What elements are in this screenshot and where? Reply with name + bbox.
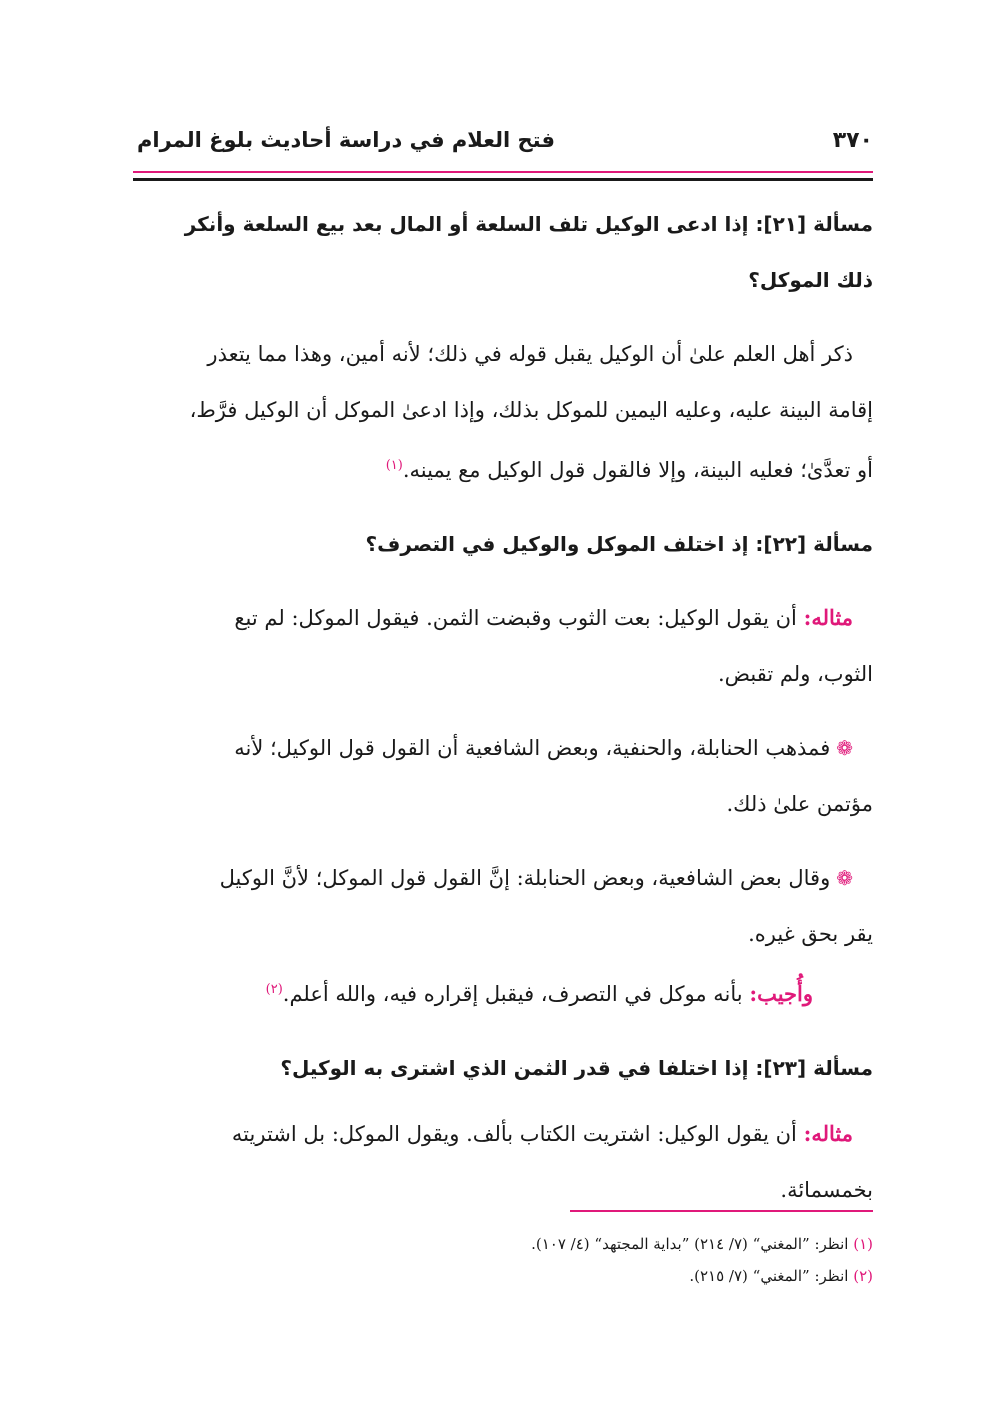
flower-icon: ❁ [836, 866, 853, 890]
bullet-shafii-cont: يقر بحق غيره. [748, 922, 873, 946]
example-text: أن يقول الوكيل: بعت الثوب وقبضت الثمن. فيقول الموكل: لم تبع [234, 606, 797, 630]
footnote-text: انظر: ”المغني“ (٧/ ٢١٤) ”بداية المجتهد“ (٤/ ١٠٧). [531, 1235, 849, 1253]
page-number: ٣٧٠ [832, 128, 873, 153]
issue-21-paragraph-text: أو تعدَّىٰ؛ فعليه البينة، وإلا فالقول قول الوكيل مع يمينه. [402, 458, 873, 482]
answer-label: وأُجيب: [749, 981, 813, 1006]
running-header [133, 128, 873, 168]
issue-23-title: مسألة [٢٣]: إذا اختلفا في قدر الثمن الذي اشترى به الوكيل؟ [280, 1056, 873, 1080]
footnote-2 [133, 1260, 873, 1292]
bullet-hanbali [133, 720, 873, 776]
book-page [133, 0, 873, 1418]
issue-21-title-cont: ذلك الموكل؟ [748, 268, 873, 292]
bullet-shafii [133, 850, 873, 906]
footnote-number: (٢) [853, 1267, 873, 1285]
footnote-separator [570, 1210, 873, 1212]
header-rule-black [133, 178, 873, 181]
footnote-text: انظر: ”المغني“ (٧/ ٢١٥). [689, 1267, 849, 1285]
bullet-text: وقال بعض الشافعية، وبعض الحنابلة: إنَّ القول قول الموكل؛ لأنَّ الوكيل [219, 866, 831, 890]
issue-21-title: مسألة [٢١]: إذا ادعى الوكيل تلف السلعة أو المال بعد بيع السلعة وأنكر [184, 212, 873, 236]
issue-23-example-cont: بخمسمائة. [780, 1178, 873, 1202]
footnotes [133, 1228, 873, 1292]
issue-21-paragraph-end [133, 438, 873, 498]
issue-23-example [133, 1106, 873, 1162]
footnote-ref-2[interactable]: (٢) [265, 982, 283, 997]
footnote-ref-1[interactable]: (١) [385, 458, 403, 473]
issue-22-example-cont: الثوب، ولم تقبض. [717, 662, 873, 686]
issue-21-paragraph-cont: إقامة البينة عليه، وعليه اليمين للموكل بذلك، وإذا ادعىٰ الموكل أن الوكيل فرَّط، [189, 398, 873, 422]
answer-text: بأنه موكل في التصرف، فيقبل إقراره فيه، والله أعلم. [282, 982, 743, 1006]
example-label: مثاله: [803, 605, 853, 630]
issue-21-paragraph: ذكر أهل العلم علىٰ أن الوكيل يقبل قوله في ذلك؛ لأنه أمين، وهذا مما يتعذر [207, 342, 853, 366]
book-title: فتح العلام في دراسة أحاديث بلوغ المرام [137, 128, 555, 152]
footnote-1 [133, 1228, 873, 1260]
page-body [133, 196, 873, 1218]
bullet-hanbali-cont: مؤتمن علىٰ ذلك. [726, 792, 873, 816]
example-label: مثاله: [803, 1121, 853, 1146]
example-text: أن يقول الوكيل: اشتريت الكتاب بألف. ويقول الموكل: بل اشتريته [231, 1122, 797, 1146]
bullet-text: فمذهب الحنابلة، والحنفية، وبعض الشافعية أن القول قول الوكيل؛ لأنه [234, 736, 831, 760]
header-rule-pink [133, 171, 873, 173]
flower-icon: ❁ [836, 736, 853, 760]
issue-22-example [133, 590, 873, 646]
answer-line [133, 962, 873, 1022]
footnote-number: (١) [853, 1235, 873, 1253]
issue-22-title: مسألة [٢٢]: إذ اختلف الموكل والوكيل في التصرف؟ [365, 532, 873, 556]
